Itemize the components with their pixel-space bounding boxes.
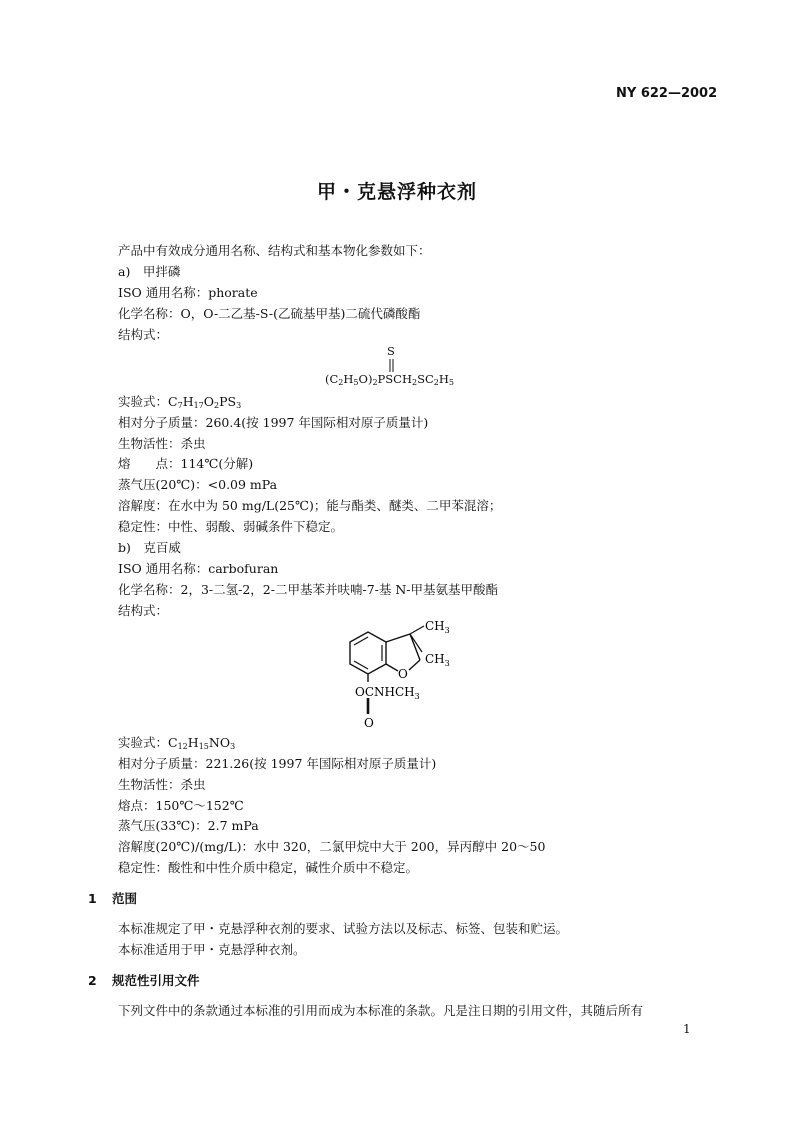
section-1-paragraph-1: 本标准规定了甲・克悬浮种衣剂的要求、试验方法以及标志、标签、包装和贮运。 [118, 921, 569, 936]
phorate-formula-s-atom: S [387, 344, 395, 358]
section-1-title: 范围 [112, 891, 138, 906]
carbofuran-molar-mass: 相对分子质量：221.26(按 1997 年国际相对原子质量计) [118, 756, 437, 771]
page-number: 1 [683, 1022, 691, 1036]
intro-paragraph: 产品中有效成分通用名称、结构式和基本物化参数如下： [118, 243, 431, 258]
section-2-title: 规范性引用文件 [112, 973, 200, 988]
standard-code: NY 622—2002 [616, 86, 718, 101]
carbofuran-chem-name: 化学名称：2，3-二氢-2，2-二甲基苯并呋喃-7-基 N-甲基氨基甲酸酯 [118, 582, 499, 597]
phorate-stability: 稳定性：中性、弱酸、弱碱条件下稳定。 [118, 519, 344, 534]
section-1-paragraph-2: 本标准适用于甲・克悬浮种衣剂。 [118, 942, 306, 957]
phorate-structure-label: 结构式： [118, 327, 169, 342]
carbofuran-structure-label: 结构式： [118, 603, 169, 618]
section-1-number: 1 [88, 891, 97, 906]
section-2-heading [88, 971, 200, 989]
carbofuran-structure-diagram [330, 612, 470, 734]
phorate-empirical-formula: 实验式：$C_7H_{17}O_2PS_3$ [118, 394, 242, 410]
carbofuran-label: b) 克百威 [118, 540, 181, 555]
phorate-melting-point: 熔 点：114℃(分解) [118, 456, 254, 471]
carbofuran-bioactivity: 生物活性：杀虫 [118, 777, 206, 792]
phorate-chem-name: 化学名称：O，O-二乙基-S-(乙硫基甲基)二硫代磷酸酯 [118, 306, 421, 321]
carbofuran-stability: 稳定性：酸性和中性介质中稳定，碱性介质中不稳定。 [118, 860, 419, 875]
document-title: 甲・克悬浮种衣剂 [316, 181, 477, 203]
section-1-heading [88, 889, 137, 907]
ring-oxygen-label: O [398, 667, 408, 681]
phorate-solubility: 溶解度：在水中为 50 mg/L(25℃)；能与酯类、醚类、二甲苯混溶； [118, 498, 502, 513]
phorate-iso-name: ISO 通用名称：phorate [118, 285, 258, 300]
ester-group-label: $OCNHCH_3$ [355, 685, 420, 701]
section-2-paragraph-1: 下列文件中的条款通过本标准的引用而成为本标准的条款。凡是注日期的引用文件，其随后所有 [118, 1003, 644, 1018]
carbofuran-melting-point: 熔点：150℃～152℃ [118, 798, 244, 813]
phorate-structural-formula: $(C_2H_5O)_2PSCH_2SC_2H_5$ [325, 372, 454, 387]
benzene-ring [350, 632, 386, 674]
phorate-bioactivity: 生物活性：杀虫 [118, 436, 206, 451]
methyl-bottom-label: $CH_3$ [425, 652, 450, 668]
section-2-number: 2 [88, 973, 97, 988]
phorate-label: a) 甲拌磷 [118, 264, 181, 279]
carbonyl-oxygen-label: O [364, 716, 374, 730]
carbofuran-solubility: 溶解度(20℃)/(mg/L)：水中 320，二氯甲烷中大于 200，异丙醇中 20～50 [118, 839, 546, 854]
carbofuran-vapor-pressure: 蒸气压(33℃)：2.7 mPa [118, 818, 259, 833]
carbofuran-empirical-formula: 实验式：$C_{12}H_{15}NO_3$ [118, 735, 236, 751]
methyl-top-label: $CH_3$ [425, 619, 450, 635]
phorate-molar-mass: 相对分子质量：260.4(按 1997 年国际相对原子质量计) [118, 415, 429, 430]
phorate-vapor-pressure: 蒸气压(20℃)：<0.09 mPa [118, 477, 278, 492]
carbofuran-iso-name: ISO 通用名称：carbofuran [118, 561, 279, 576]
